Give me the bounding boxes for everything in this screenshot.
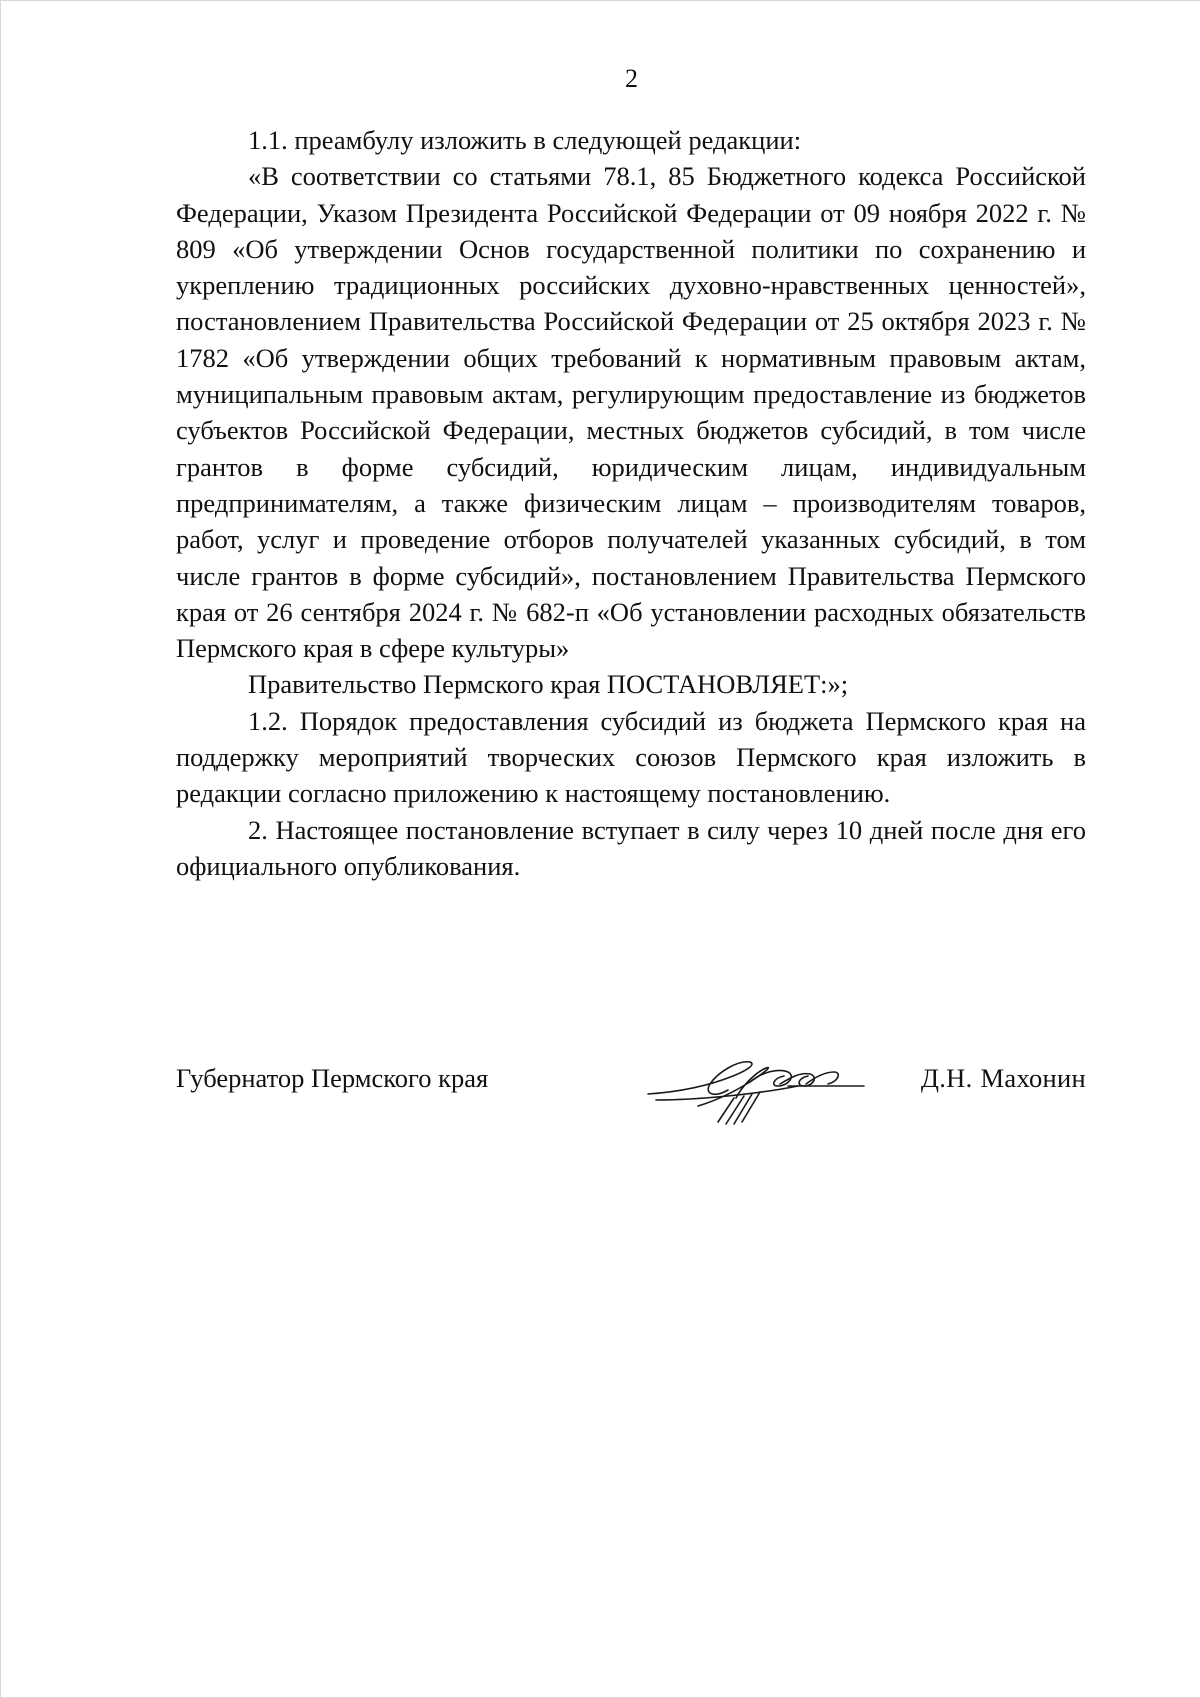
paragraph-resolves: Правительство Пермского края ПОСТАНОВЛЯЕТ:»; <box>248 669 849 700</box>
page-number: 2 <box>625 64 638 93</box>
handwritten-signature-icon <box>638 1042 868 1132</box>
signature-block <box>176 1060 1086 1120</box>
paragraph-2: 2. Настоящее постановление вступает в силу через 10 дней после дня его официального опубликования. <box>176 814 1086 881</box>
document-body <box>176 122 1086 884</box>
paragraph-preamble-quote: «В соответствии со статьями 78.1, 85 Бюджетного кодекса Российской Федерации, Указом Президента Российской Федерации от 09 ноября 2022 г. № 809 «Об утверждении Основ государственной политики по сохранению и укреплению традиционных российских духовно-нравственных ценностей», постановлением Правительства Российской Федерации от 25 октября 2023 г. № 1782 «Об утверждении общих требований к нормативным правовым актам, муниципальным правовым актам, регулирующим предоставление из бюджетов субъектов Российской Федерации, местных бюджетов субсидий, в том числе грантов в форме субсидий, юридическим лицам, индивидуальным предпринимателям, а также физическим лицам – производителям товаров, работ, услуг и проведение отборов получателей указанных субсидий, в том числе грантов в форме субсидий», постановлением Правительства Пермского края от 26 сентября 2024 г. № 682-п «Об установлении расходных обязательств Пермского края в сфере культуры» <box>176 161 1086 664</box>
signatory-name <box>921 1060 1086 1096</box>
signatory-position: Губернатор Пермского края <box>176 1063 489 1093</box>
signatory-initials: Д.Н. <box>920 1063 973 1093</box>
paragraph-1-2: 1.2. Порядок предоставления субсидий из бюджета Пермского края на поддержку мероприятий творческих союзов Пермского края изложить в редакции согласно приложению к настоящему постановлению. <box>176 705 1086 809</box>
signatory-surname: Махонин <box>980 1063 1086 1093</box>
paragraph-1-1: 1.1. преамбулу изложить в следующей редакции: <box>248 125 802 155</box>
